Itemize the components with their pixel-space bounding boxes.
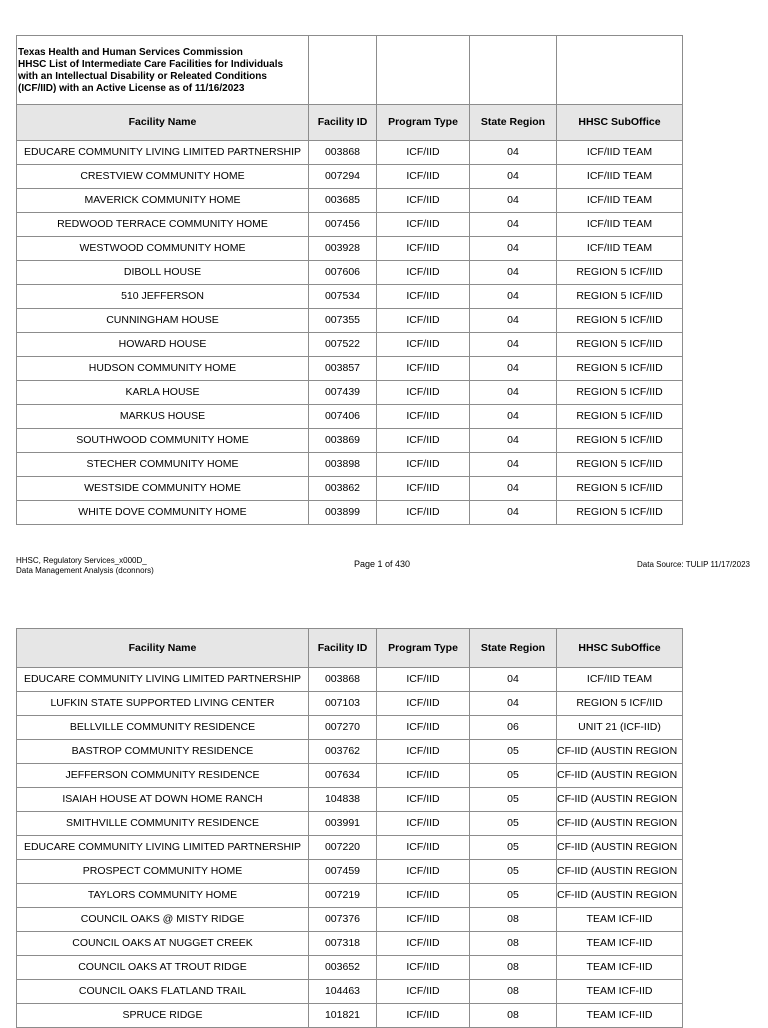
- program-type-cell: ICF/IID: [377, 932, 470, 956]
- program-type-cell: ICF/IID: [377, 141, 470, 165]
- program-type-cell: ICF/IID: [377, 1004, 470, 1028]
- subOffice-cell: TEAM ICF-IID: [557, 1004, 683, 1028]
- subOffice-cell: ICF/IID TEAM: [557, 189, 683, 213]
- state-region-cell: 04: [470, 309, 557, 333]
- subOffice-cell: REGION 5 ICF/IID: [557, 405, 683, 429]
- program-type-cell: ICF/IID: [377, 357, 470, 381]
- report-title-line: Texas Health and Human Services Commission: [18, 47, 243, 58]
- table-row: [17, 836, 683, 860]
- subOffice-cell: REGION 5 ICF/IID: [557, 309, 683, 333]
- program-type-cell: ICF/IID: [377, 956, 470, 980]
- program-type-cell: ICF/IID: [377, 860, 470, 884]
- report-title-line: (ICF/IID) with an Active License as of 11/16/2023: [18, 83, 245, 94]
- program-type-cell: ICF/IID: [377, 453, 470, 477]
- subOffice-cell: TEAM ICF-IID: [557, 956, 683, 980]
- state-region-cell: 04: [470, 668, 557, 692]
- subOffice-cell: ICF/IID TEAM: [557, 141, 683, 165]
- table-row: [17, 956, 683, 980]
- table-row: [17, 381, 683, 405]
- table-row: [17, 357, 683, 381]
- subOffice-cell: REGION 5 ICF/IID: [557, 261, 683, 285]
- state-region-cell: 04: [470, 692, 557, 716]
- report-title: [17, 36, 309, 105]
- report-title-line: with an Intellectual Disability or Releated Conditions: [18, 71, 267, 82]
- state-region-cell: 04: [470, 429, 557, 453]
- column-header-subOffice: HHSC SubOffice: [557, 629, 683, 668]
- facility-name-cell: COUNCIL OAKS FLATLAND TRAIL: [17, 980, 309, 1004]
- facility-id-cell: 007270: [309, 716, 377, 740]
- state-region-cell: 04: [470, 237, 557, 261]
- state-region-cell: 06: [470, 716, 557, 740]
- facility-name-cell: WHITE DOVE COMMUNITY HOME: [17, 501, 309, 525]
- state-region-cell: 05: [470, 740, 557, 764]
- facility-id-cell: 003869: [309, 429, 377, 453]
- column-header-state-region: State Region: [470, 105, 557, 141]
- program-type-cell: ICF/IID: [377, 812, 470, 836]
- facility-name-cell: EDUCARE COMMUNITY LIVING LIMITED PARTNERSHIP: [17, 668, 309, 692]
- table-row: [17, 141, 683, 165]
- title-row: [17, 36, 683, 105]
- table-row: [17, 860, 683, 884]
- state-region-cell: 04: [470, 453, 557, 477]
- table-row: [17, 668, 683, 692]
- facility-id-cell: 003868: [309, 668, 377, 692]
- column-header-program-type: Program Type: [377, 629, 470, 668]
- facility-id-cell: 003652: [309, 956, 377, 980]
- program-type-cell: ICF/IID: [377, 836, 470, 860]
- subOffice-cell: CF-IID (AUSTIN REGION: [557, 812, 683, 836]
- blank-cell: [309, 36, 377, 105]
- subOffice-cell: ICF/IID TEAM: [557, 213, 683, 237]
- program-type-cell: ICF/IID: [377, 764, 470, 788]
- table-row: [17, 501, 683, 525]
- program-type-cell: ICF/IID: [377, 429, 470, 453]
- facility-id-cell: 003899: [309, 501, 377, 525]
- program-type-cell: ICF/IID: [377, 333, 470, 357]
- report-title-line: HHSC List of Intermediate Care Facilities for Individuals: [18, 59, 284, 70]
- facility-name-cell: SOUTHWOOD COMMUNITY HOME: [17, 429, 309, 453]
- facility-name-cell: 510 JEFFERSON: [17, 285, 309, 309]
- facility-name-cell: COUNCIL OAKS AT NUGGET CREEK: [17, 932, 309, 956]
- facility-id-cell: 003991: [309, 812, 377, 836]
- table-body: [17, 668, 683, 1028]
- table-row: [17, 692, 683, 716]
- table-row: [17, 429, 683, 453]
- column-header-state-region: State Region: [470, 629, 557, 668]
- facility-id-cell: 007219: [309, 884, 377, 908]
- facility-id-cell: 007606: [309, 261, 377, 285]
- subOffice-cell: TEAM ICF-IID: [557, 932, 683, 956]
- program-type-cell: ICF/IID: [377, 237, 470, 261]
- page-number: Page 1 of 430: [354, 559, 411, 569]
- table-row: [17, 189, 683, 213]
- facility-id-cell: 003685: [309, 189, 377, 213]
- subOffice-cell: REGION 5 ICF/IID: [557, 333, 683, 357]
- state-region-cell: 04: [470, 165, 557, 189]
- table-body: [17, 141, 683, 525]
- facility-id-cell: 007522: [309, 333, 377, 357]
- subOffice-cell: CF-IID (AUSTIN REGION: [557, 884, 683, 908]
- state-region-cell: 05: [470, 884, 557, 908]
- facility-id-cell: 007318: [309, 932, 377, 956]
- state-region-cell: 04: [470, 141, 557, 165]
- facility-name-cell: CUNNINGHAM HOUSE: [17, 309, 309, 333]
- state-region-cell: 04: [470, 381, 557, 405]
- program-type-cell: ICF/IID: [377, 501, 470, 525]
- header-row: [17, 629, 683, 668]
- program-type-cell: ICF/IID: [377, 788, 470, 812]
- program-type-cell: ICF/IID: [377, 213, 470, 237]
- program-type-cell: ICF/IID: [377, 477, 470, 501]
- facility-id-cell: 007103: [309, 692, 377, 716]
- state-region-cell: 04: [470, 261, 557, 285]
- program-type-cell: ICF/IID: [377, 668, 470, 692]
- table-row: [17, 213, 683, 237]
- state-region-cell: 05: [470, 812, 557, 836]
- subOffice-cell: CF-IID (AUSTIN REGION: [557, 740, 683, 764]
- program-type-cell: ICF/IID: [377, 884, 470, 908]
- facility-name-cell: BELLVILLE COMMUNITY RESIDENCE: [17, 716, 309, 740]
- column-header-facility-name: Facility Name: [17, 105, 309, 141]
- table-row: [17, 812, 683, 836]
- facility-id-cell: 007634: [309, 764, 377, 788]
- subOffice-cell: REGION 5 ICF/IID: [557, 477, 683, 501]
- program-type-cell: ICF/IID: [377, 261, 470, 285]
- facility-name-cell: BASTROP COMMUNITY RESIDENCE: [17, 740, 309, 764]
- facility-name-cell: SPRUCE RIDGE: [17, 1004, 309, 1028]
- facility-id-cell: 007220: [309, 836, 377, 860]
- facility-name-cell: CRESTVIEW COMMUNITY HOME: [17, 165, 309, 189]
- facility-name-cell: DIBOLL HOUSE: [17, 261, 309, 285]
- table-row: [17, 261, 683, 285]
- facility-id-cell: 007439: [309, 381, 377, 405]
- program-type-cell: ICF/IID: [377, 908, 470, 932]
- subOffice-cell: REGION 5 ICF/IID: [557, 692, 683, 716]
- facility-id-cell: 007355: [309, 309, 377, 333]
- header-row: [17, 105, 683, 141]
- facility-id-cell: 104463: [309, 980, 377, 1004]
- facility-name-cell: MARKUS HOUSE: [17, 405, 309, 429]
- state-region-cell: 04: [470, 189, 557, 213]
- state-region-cell: 04: [470, 333, 557, 357]
- footer-left: [16, 556, 154, 576]
- facility-name-cell: WESTSIDE COMMUNITY HOME: [17, 477, 309, 501]
- column-header-facility-id: Facility ID: [309, 105, 377, 141]
- state-region-cell: 05: [470, 788, 557, 812]
- state-region-cell: 04: [470, 501, 557, 525]
- state-region-cell: 08: [470, 980, 557, 1004]
- facility-name-cell: KARLA HOUSE: [17, 381, 309, 405]
- facility-name-cell: COUNCIL OAKS AT TROUT RIDGE: [17, 956, 309, 980]
- program-type-cell: ICF/IID: [377, 740, 470, 764]
- facility-table-page-2: [16, 628, 683, 1028]
- facility-id-cell: 003762: [309, 740, 377, 764]
- table-row: [17, 309, 683, 333]
- table-row: [17, 716, 683, 740]
- program-type-cell: ICF/IID: [377, 189, 470, 213]
- table-row: [17, 740, 683, 764]
- facility-name-cell: TAYLORS COMMUNITY HOME: [17, 884, 309, 908]
- facility-id-cell: 007376: [309, 908, 377, 932]
- state-region-cell: 05: [470, 764, 557, 788]
- subOffice-cell: CF-IID (AUSTIN REGION: [557, 764, 683, 788]
- blank-cell: [470, 36, 557, 105]
- program-type-cell: ICF/IID: [377, 405, 470, 429]
- subOffice-cell: UNIT 21 (ICF-IID): [557, 716, 683, 740]
- program-type-cell: ICF/IID: [377, 165, 470, 189]
- table-row: [17, 788, 683, 812]
- program-type-cell: ICF/IID: [377, 309, 470, 333]
- facility-name-cell: REDWOOD TERRACE COMMUNITY HOME: [17, 213, 309, 237]
- state-region-cell: 05: [470, 836, 557, 860]
- blank-cell: [557, 36, 683, 105]
- data-source: Data Source: TULIP 11/17/2023: [637, 560, 750, 569]
- table-row: [17, 453, 683, 477]
- program-type-cell: ICF/IID: [377, 716, 470, 740]
- column-header-facility-name: Facility Name: [17, 629, 309, 668]
- subOffice-cell: ICF/IID TEAM: [557, 668, 683, 692]
- state-region-cell: 08: [470, 932, 557, 956]
- program-type-cell: ICF/IID: [377, 285, 470, 309]
- facility-name-cell: ISAIAH HOUSE AT DOWN HOME RANCH: [17, 788, 309, 812]
- facility-id-cell: 101821: [309, 1004, 377, 1028]
- subOffice-cell: ICF/IID TEAM: [557, 165, 683, 189]
- subOffice-cell: CF-IID (AUSTIN REGION: [557, 788, 683, 812]
- program-type-cell: ICF/IID: [377, 381, 470, 405]
- state-region-cell: 08: [470, 956, 557, 980]
- facility-table-page-1: [16, 35, 683, 525]
- table-row: [17, 908, 683, 932]
- facility-id-cell: 007459: [309, 860, 377, 884]
- state-region-cell: 04: [470, 357, 557, 381]
- facility-name-cell: LUFKIN STATE SUPPORTED LIVING CENTER: [17, 692, 309, 716]
- facility-name-cell: MAVERICK COMMUNITY HOME: [17, 189, 309, 213]
- facility-name-cell: PROSPECT COMMUNITY HOME: [17, 860, 309, 884]
- subOffice-cell: CF-IID (AUSTIN REGION: [557, 860, 683, 884]
- facility-name-cell: JEFFERSON COMMUNITY RESIDENCE: [17, 764, 309, 788]
- subOffice-cell: REGION 5 ICF/IID: [557, 357, 683, 381]
- facility-id-cell: 003862: [309, 477, 377, 501]
- column-header-facility-id: Facility ID: [309, 629, 377, 668]
- facility-name-cell: SMITHVILLE COMMUNITY RESIDENCE: [17, 812, 309, 836]
- facility-id-cell: 104838: [309, 788, 377, 812]
- facility-id-cell: 007456: [309, 213, 377, 237]
- subOffice-cell: REGION 5 ICF/IID: [557, 285, 683, 309]
- blank-cell: [377, 36, 470, 105]
- subOffice-cell: REGION 5 ICF/IID: [557, 453, 683, 477]
- subOffice-cell: REGION 5 ICF/IID: [557, 501, 683, 525]
- state-region-cell: 08: [470, 1004, 557, 1028]
- column-header-program-type: Program Type: [377, 105, 470, 141]
- facility-name-cell: EDUCARE COMMUNITY LIVING LIMITED PARTNERSHIP: [17, 141, 309, 165]
- facility-name-cell: HOWARD HOUSE: [17, 333, 309, 357]
- subOffice-cell: REGION 5 ICF/IID: [557, 381, 683, 405]
- subOffice-cell: CF-IID (AUSTIN REGION: [557, 836, 683, 860]
- table-row: [17, 884, 683, 908]
- facility-name-cell: HUDSON COMMUNITY HOME: [17, 357, 309, 381]
- facility-id-cell: 003857: [309, 357, 377, 381]
- table-row: [17, 333, 683, 357]
- facility-name-cell: WESTWOOD COMMUNITY HOME: [17, 237, 309, 261]
- table-row: [17, 477, 683, 501]
- facility-id-cell: 003928: [309, 237, 377, 261]
- table-row: [17, 237, 683, 261]
- program-type-cell: ICF/IID: [377, 980, 470, 1004]
- column-header-subOffice: HHSC SubOffice: [557, 105, 683, 141]
- table-row: [17, 764, 683, 788]
- facility-id-cell: 003868: [309, 141, 377, 165]
- subOffice-cell: TEAM ICF-IID: [557, 980, 683, 1004]
- table-row: [17, 165, 683, 189]
- facility-name-cell: STECHER COMMUNITY HOME: [17, 453, 309, 477]
- table-row: [17, 285, 683, 309]
- program-type-cell: ICF/IID: [377, 692, 470, 716]
- facility-id-cell: 003898: [309, 453, 377, 477]
- state-region-cell: 04: [470, 477, 557, 501]
- facility-id-cell: 007534: [309, 285, 377, 309]
- subOffice-cell: REGION 5 ICF/IID: [557, 429, 683, 453]
- subOffice-cell: TEAM ICF-IID: [557, 908, 683, 932]
- facility-name-cell: EDUCARE COMMUNITY LIVING LIMITED PARTNERSHIP: [17, 836, 309, 860]
- state-region-cell: 04: [470, 213, 557, 237]
- footer-author: Data Management Analysis (dconnors): [16, 566, 154, 575]
- subOffice-cell: ICF/IID TEAM: [557, 237, 683, 261]
- state-region-cell: 05: [470, 860, 557, 884]
- facility-name-cell: COUNCIL OAKS @ MISTY RIDGE: [17, 908, 309, 932]
- state-region-cell: 04: [470, 405, 557, 429]
- table-row: [17, 932, 683, 956]
- table-row: [17, 980, 683, 1004]
- state-region-cell: 04: [470, 285, 557, 309]
- facility-id-cell: 007406: [309, 405, 377, 429]
- state-region-cell: 08: [470, 908, 557, 932]
- table-row: [17, 405, 683, 429]
- facility-id-cell: 007294: [309, 165, 377, 189]
- footer-org: HHSC, Regulatory Services_x000D_: [16, 556, 147, 565]
